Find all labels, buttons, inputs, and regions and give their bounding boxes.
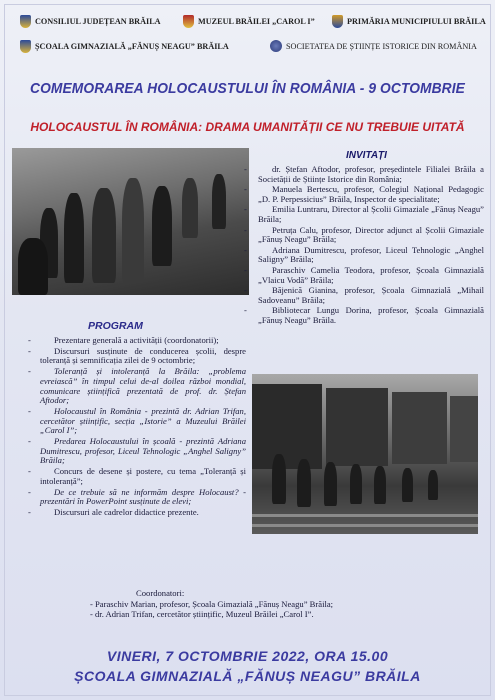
county-crest-icon <box>20 15 31 28</box>
guests-list <box>258 165 484 327</box>
header-society-label: SOCIETATEA DE ȘTIINȚE ISTORICE DIN ROMÂNIA <box>286 41 477 51</box>
header-city-hall <box>332 15 486 28</box>
guest-item: - dr. Ștefan Aftodor, profesor, președintele Filialei Brăila a Societății de Științe Istorice din România; <box>258 165 484 184</box>
header-school <box>20 40 229 53</box>
program-item: - Discursuri ale cadrelor didactice prezente. <box>40 508 246 518</box>
guest-item: - Bibliotecar Lungu Dorina, profesor, Școala Gimnazială „Fănuș Neagu” Brăila. <box>258 306 484 325</box>
museum-crest-icon <box>183 15 194 28</box>
coordinator-item: - Paraschiv Marian, profesor, Școala Gimazială „Fănuș Neagu” Brăila; <box>90 598 334 609</box>
header-society <box>270 40 477 52</box>
header-school-label: ȘCOALA GIMNAZIALĂ „FĂNUȘ NEAGU” BRĂILA <box>35 42 229 51</box>
guest-item: - Paraschiv Camelia Teodora, profesor, Școala Gimnazială „Vlaicu Vodă” Brăila; <box>258 266 484 285</box>
guest-item: - Adriana Dumitrescu, profesor, Liceul Tehnologic „Anghel Saligny” Brăila; <box>258 246 484 265</box>
program-item-text: De ce trebuie să ne informăm despre Holocaust? - prezentări în PowerPoint susținute de elevi; <box>40 486 246 507</box>
coordinator-item: - dr. Adrian Trifan, cercetător științific, Muzeul Brăilei „Carol I”. <box>90 609 314 620</box>
program-item <box>40 437 246 466</box>
page-title: COMEMORAREA HOLOCAUSTULUI ÎN ROMÂNIA - 9 OCTOMBRIE <box>30 80 465 97</box>
program-item: - Discursuri susținute de conducerea școlii, despre toleranță și semnificația zilei de 9 octombrie; <box>40 347 246 366</box>
header-museum <box>183 15 315 28</box>
program-item-text: Toleranță și intoleranță la Brăila: „problema evreiască” în timpul celui de-al doilea război mondial, comunicare științifică prezentată de prof. dr. Ștefan Aftodor; <box>40 366 246 406</box>
event-location: ȘCOALA GIMNAZIALĂ „FĂNUȘ NEAGU” BRĂILA <box>74 668 421 684</box>
guests-heading: INVITAȚI <box>346 150 387 161</box>
historical-photo-deportation <box>12 148 249 295</box>
society-emblem-icon <box>270 40 282 52</box>
header-city-label: PRIMĂRIA MUNICIPIULUI BRĂILA <box>347 17 486 26</box>
coordinators-block <box>90 588 333 620</box>
program-item: - Concurs de desene și postere, cu tema „Toleranță și intoleranță”; <box>40 467 246 486</box>
program-list <box>40 336 246 519</box>
header-county-council <box>20 15 161 28</box>
program-item-text: Predarea Holocaustului în școală - prezintă Adriana Dumitrescu, profesor, Liceul Tehnologic „Anghel Saligny” Brăila; <box>40 436 246 466</box>
header-museum-label: MUZEUL BRĂILEI „CAROL I” <box>198 17 315 26</box>
program-item: - Prezentare generală a activității (coordonatorii); <box>40 336 246 346</box>
page-subtitle: HOLOCAUSTUL ÎN ROMÂNIA: DRAMA UMANITĂȚII CE NU TREBUIE UITATĂ <box>30 120 465 134</box>
guest-item: - Manuela Bertescu, profesor, Colegiul Național Pedagogic „D. P. Perpessicius” Brăila, Inspector de specialitate; <box>258 185 484 204</box>
program-item <box>40 367 246 406</box>
header-county-label: CONSILIUL JUDEȚEAN BRĂILA <box>35 17 161 26</box>
school-crest-icon <box>20 40 31 53</box>
program-heading: PROGRAM <box>88 320 143 332</box>
program-item-text: Holocaustul în România - prezintă dr. Adrian Trifan, cercetător științific, secția „Istorie” a Muzeului Brăilei „Carol I”; <box>40 405 246 436</box>
historical-photo-train <box>252 374 478 534</box>
guest-item: - Emilia Luntraru, Director al Școlii Gimaziale „Fănuș Neagu” Brăila; <box>258 205 484 224</box>
guest-item: - Petruța Calu, profesor, Director adjunct al Școlii Gimaziale „Fănuș Neagu” Brăila; <box>258 226 484 245</box>
guest-item: - Băjenică Gianina, profesor, Școala Gimnazială „Mihail Sadoveanu” Brăila; <box>258 286 484 305</box>
coordinators-heading: Coordonatori: <box>136 588 185 598</box>
event-date: VINERI, 7 OCTOMBRIE 2022, ORA 15.00 <box>106 648 389 664</box>
program-item <box>40 407 246 436</box>
program-item <box>40 488 246 507</box>
city-crest-icon <box>332 15 343 28</box>
